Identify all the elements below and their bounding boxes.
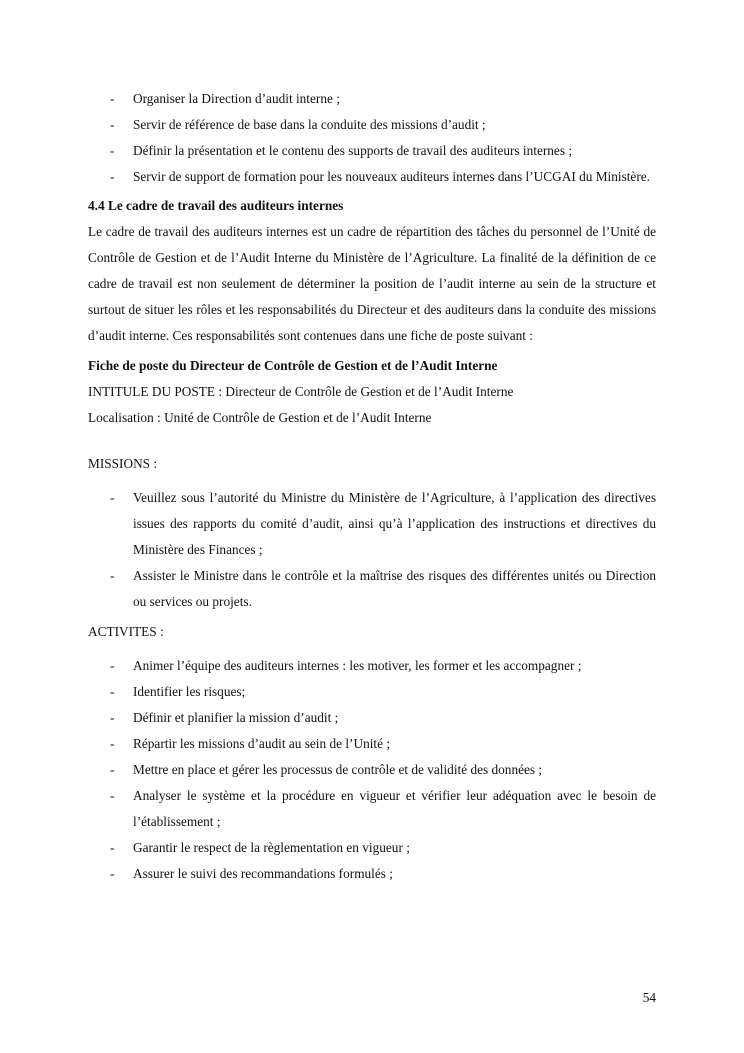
list-item-text: Répartir les missions d’audit au sein de l’Unité ; <box>133 736 391 751</box>
list-item-text: Organiser la Direction d’audit interne ; <box>133 91 340 106</box>
list-bullet: - <box>110 788 115 803</box>
list-item-text: Identifier les risques; <box>133 684 246 699</box>
list-bullet: - <box>110 117 115 132</box>
list-item <box>88 731 656 757</box>
missions-list <box>88 485 656 615</box>
list-bullet: - <box>110 490 115 505</box>
list-item <box>88 563 656 615</box>
list-item-text: Mettre en place et gérer les processus de contrôle et de validité des données ; <box>133 762 543 777</box>
list-bullet: - <box>110 762 115 777</box>
list-item-text: Servir de référence de base dans la conduite des missions d’audit ; <box>133 117 486 132</box>
list-item-text: Servir de support de formation pour les nouveaux auditeurs internes dans l’UCGAI du Ministère. <box>133 169 650 184</box>
list-item-text: Définir la présentation et le contenu des supports de travail des auditeurs internes ; <box>133 143 573 158</box>
list-item <box>88 485 656 563</box>
activites-list <box>88 653 656 887</box>
list-bullet: - <box>110 658 115 673</box>
fiche-title: Fiche de poste du Directeur de Contrôle de Gestion et de l’Audit Interne <box>88 358 498 373</box>
section-paragraph: Le cadre de travail des auditeurs internes est un cadre de répartition des tâches du personnel de l’Unité de Contrôle de Gestion et de l’Audit Interne du Ministère de l’Agriculture. La finalité de la définition de ce cadre de travail est non seulement de déterminer la position de l’audit interne au sein de la structure et surtout de situer les rôles et les responsabilités du Directeur et des auditeurs dans la conduite des missions d’audit interne. Ces responsabilités sont contenues dans une fiche de poste suivant : <box>88 224 656 343</box>
page-number: 54 <box>642 990 656 1005</box>
list-item-text: Garantir le respect de la règlementation en vigueur ; <box>133 840 410 855</box>
list-item <box>88 705 656 731</box>
list-bullet: - <box>110 143 115 158</box>
list-item <box>88 757 656 783</box>
list-item <box>88 138 656 164</box>
list-item <box>88 86 656 112</box>
list-item-text: Assister le Ministre dans le contrôle et la maîtrise des risques des différentes unités ou Direction ou services ou projets. <box>133 568 656 609</box>
intro-list <box>88 86 656 190</box>
document-page <box>88 86 656 887</box>
list-bullet: - <box>110 736 115 751</box>
intitule-du-poste: INTITULE DU POSTE : Directeur de Contrôle de Gestion et de l’Audit Interne <box>88 384 514 399</box>
list-bullet: - <box>110 710 115 725</box>
list-item <box>88 861 656 887</box>
list-item <box>88 835 656 861</box>
list-bullet: - <box>110 568 115 583</box>
list-item-text: Animer l’équipe des auditeurs internes : les motiver, les former et les accompagner ; <box>133 658 582 673</box>
list-item-text: Assurer le suivi des recommandations formulés ; <box>133 866 393 881</box>
list-item-text: Analyser le système et la procédure en vigueur et vérifier leur adéquation avec le besoin de l’établissement ; <box>133 788 656 829</box>
list-item <box>88 783 656 835</box>
list-item <box>88 112 656 138</box>
list-bullet: - <box>110 684 115 699</box>
list-item-text: Veuillez sous l’autorité du Ministre du Ministère de l’Agriculture, à l’application des directives issues des rapports du comité d’audit, ainsi qu’à l’application des instructions et directives du Ministère des Finances ; <box>133 490 656 557</box>
list-item <box>88 679 656 705</box>
list-bullet: - <box>110 866 115 881</box>
activites-label: ACTIVITES : <box>88 624 164 639</box>
list-item <box>88 164 656 190</box>
list-item-text: Définir et planifier la mission d’audit ; <box>133 710 339 725</box>
list-bullet: - <box>110 91 115 106</box>
localisation: Localisation : Unité de Contrôle de Gestion et de l’Audit Interne <box>88 410 432 425</box>
list-bullet: - <box>110 169 115 184</box>
list-item <box>88 653 656 679</box>
list-bullet: - <box>110 840 115 855</box>
section-heading: 4.4 Le cadre de travail des auditeurs internes <box>88 198 344 213</box>
missions-label: MISSIONS : <box>88 456 158 471</box>
